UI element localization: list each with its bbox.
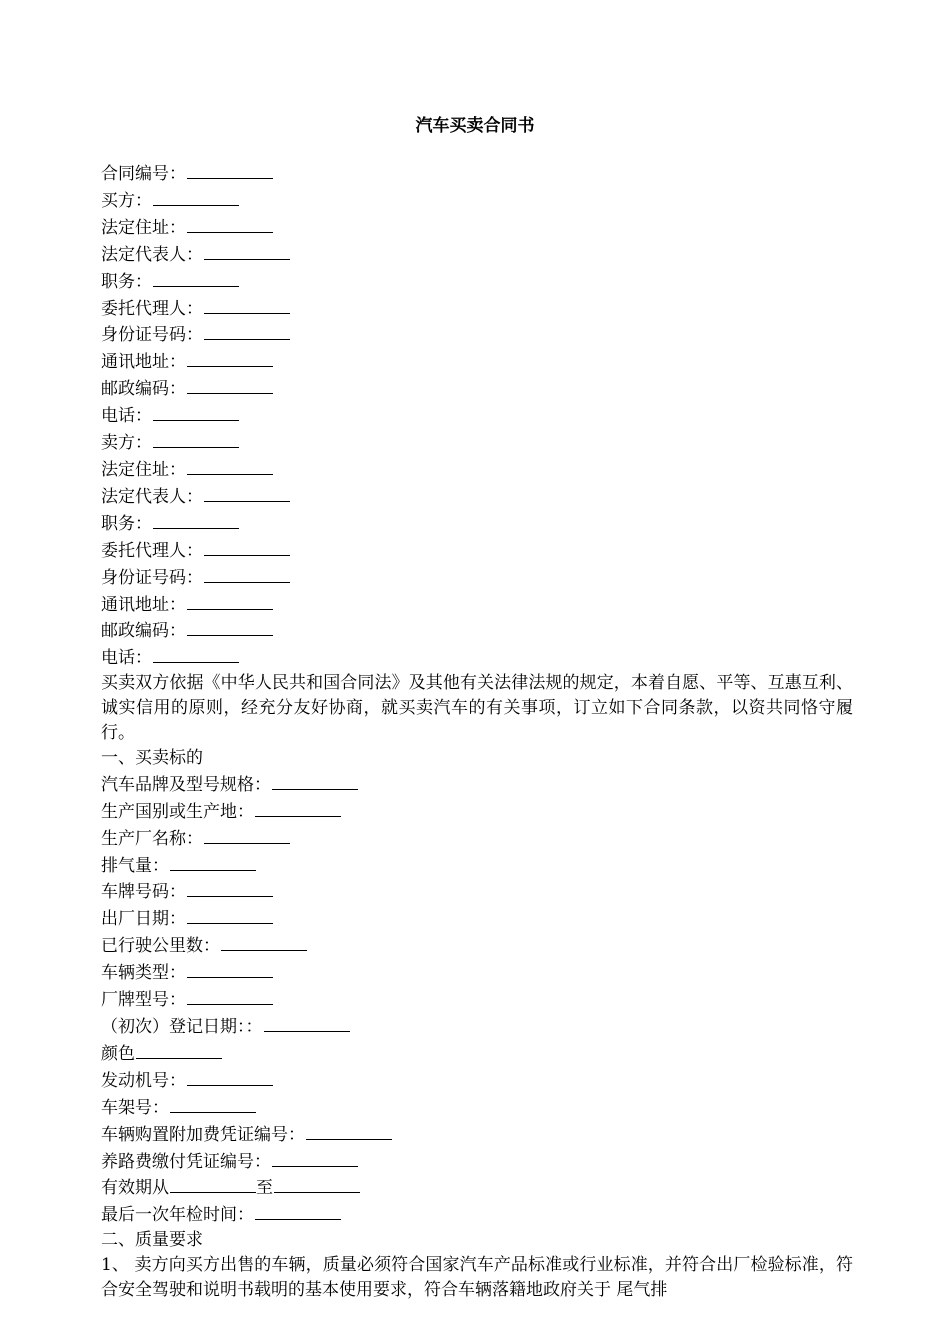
fill-blank[interactable] bbox=[204, 295, 290, 314]
field-label: 颜色 bbox=[101, 1043, 135, 1064]
fill-blank[interactable] bbox=[274, 1174, 360, 1193]
fill-blank[interactable] bbox=[204, 241, 290, 260]
fill-blank[interactable] bbox=[255, 1201, 341, 1220]
field-row bbox=[101, 798, 853, 825]
field-label: 已行驶公里数： bbox=[101, 936, 220, 957]
field-row bbox=[101, 348, 853, 375]
field-row bbox=[101, 160, 853, 187]
validity-middle: 至 bbox=[256, 1178, 273, 1199]
fill-blank[interactable] bbox=[187, 375, 273, 394]
fill-blank[interactable] bbox=[187, 617, 273, 636]
fill-blank[interactable] bbox=[187, 348, 273, 367]
field-row bbox=[101, 510, 853, 537]
field-label: 邮政编码： bbox=[101, 379, 186, 400]
field-label: 车辆类型： bbox=[101, 963, 186, 984]
field-label: 法定住址： bbox=[101, 459, 186, 480]
field-label: 合同编号： bbox=[101, 164, 186, 184]
field-label: 邮政编码： bbox=[101, 621, 186, 642]
field-row bbox=[101, 537, 853, 564]
quality-item-1: 1、 卖方向买方出售的车辆，质量必须符合国家汽车产品标准或行业标准，并符合出厂检验标准，符合安全驾驶和说明书载明的基本使用要求，符合车辆落籍地政府关于 尾气排 bbox=[101, 1255, 853, 1301]
section-heading: 二、质量要求 bbox=[101, 1230, 203, 1251]
fill-blank[interactable] bbox=[153, 268, 239, 287]
fill-blank[interactable] bbox=[187, 1067, 273, 1086]
fill-blank[interactable] bbox=[170, 852, 256, 871]
field-row bbox=[101, 905, 853, 932]
fill-blank[interactable] bbox=[187, 591, 273, 610]
field-row bbox=[101, 771, 853, 798]
fill-blank[interactable] bbox=[153, 187, 239, 206]
field-label: 生产厂名称： bbox=[101, 828, 203, 849]
field-label: 排气量： bbox=[101, 855, 169, 876]
field-row bbox=[101, 986, 853, 1013]
field-label: 生产国别或生产地： bbox=[101, 801, 254, 822]
field-row bbox=[101, 295, 853, 322]
field-label: 最后一次年检时间： bbox=[101, 1205, 254, 1226]
field-row bbox=[101, 852, 853, 879]
fill-blank[interactable] bbox=[264, 1013, 350, 1032]
field-label: 养路费缴付凭证编号： bbox=[101, 1151, 271, 1172]
fill-blank[interactable] bbox=[153, 644, 239, 663]
document-title: 汽车买卖合同书 bbox=[415, 116, 535, 136]
fill-blank[interactable] bbox=[221, 932, 307, 951]
field-label: 委托代理人： bbox=[101, 540, 203, 561]
field-row bbox=[101, 644, 853, 671]
field-row bbox=[101, 617, 853, 644]
fill-blank[interactable] bbox=[170, 1094, 256, 1113]
field-row bbox=[101, 375, 853, 402]
fill-blank[interactable] bbox=[255, 798, 341, 817]
field-row bbox=[101, 483, 853, 510]
field-label: 通讯地址： bbox=[101, 352, 186, 373]
field-row bbox=[101, 591, 853, 618]
field-label: 出厂日期： bbox=[101, 909, 186, 930]
field-row bbox=[101, 187, 853, 214]
fill-blank[interactable] bbox=[306, 1121, 392, 1140]
field-row bbox=[101, 825, 853, 852]
field-row bbox=[101, 1148, 853, 1175]
field-label: 发动机号： bbox=[101, 1070, 186, 1091]
fill-blank[interactable] bbox=[204, 825, 290, 844]
field-label: 卖方： bbox=[101, 433, 152, 454]
field-row bbox=[101, 1013, 853, 1040]
fill-blank[interactable] bbox=[153, 510, 239, 529]
field-label: 身份证号码： bbox=[101, 567, 203, 588]
field-label: 汽车品牌及型号规格： bbox=[101, 774, 271, 795]
validity-row bbox=[101, 1174, 853, 1201]
field-label: 职务： bbox=[101, 271, 152, 292]
field-label: 法定代表人： bbox=[101, 486, 203, 507]
field-label: 法定住址： bbox=[101, 217, 186, 238]
field-label: 车架号： bbox=[101, 1097, 169, 1118]
fill-blank[interactable] bbox=[272, 771, 358, 790]
field-row bbox=[101, 1094, 853, 1121]
validity-prefix: 有效期从 bbox=[101, 1178, 169, 1199]
field-row bbox=[101, 214, 853, 241]
field-row bbox=[101, 268, 853, 295]
field-row bbox=[101, 1067, 853, 1094]
field-row bbox=[101, 1040, 853, 1067]
fill-blank[interactable] bbox=[136, 1040, 222, 1059]
field-row bbox=[101, 241, 853, 268]
field-row bbox=[101, 321, 853, 348]
fill-blank[interactable] bbox=[204, 564, 290, 583]
fill-blank[interactable] bbox=[204, 483, 290, 502]
field-label: 电话： bbox=[101, 648, 152, 669]
field-row bbox=[101, 429, 853, 456]
field-row bbox=[101, 959, 853, 986]
contract-body bbox=[101, 160, 853, 1303]
field-label: 通讯地址： bbox=[101, 594, 186, 615]
fill-blank[interactable] bbox=[170, 1174, 256, 1193]
fill-blank[interactable] bbox=[204, 537, 290, 556]
fill-blank[interactable] bbox=[153, 402, 239, 421]
field-row bbox=[101, 456, 853, 483]
fill-blank[interactable] bbox=[187, 456, 273, 475]
field-label: 厂牌型号： bbox=[101, 990, 186, 1011]
fill-blank[interactable] bbox=[187, 986, 273, 1005]
section-heading: 一、买卖标的 bbox=[101, 747, 203, 768]
fill-blank[interactable] bbox=[187, 878, 273, 897]
fill-blank[interactable] bbox=[272, 1148, 358, 1167]
field-label: 车辆购置附加费凭证编号： bbox=[101, 1124, 305, 1145]
fill-blank[interactable] bbox=[153, 429, 239, 448]
field-label: （初次）登记日期：： bbox=[101, 1017, 263, 1037]
field-row bbox=[101, 402, 853, 429]
field-label: 法定代表人： bbox=[101, 244, 203, 265]
field-label: 身份证号码： bbox=[101, 325, 203, 346]
field-row bbox=[101, 932, 853, 959]
field-label: 电话： bbox=[101, 406, 152, 427]
field-label: 车牌号码： bbox=[101, 882, 186, 903]
fill-blank[interactable] bbox=[187, 959, 273, 978]
fill-blank[interactable] bbox=[187, 214, 273, 233]
field-row bbox=[101, 1201, 853, 1228]
field-label: 买方： bbox=[101, 190, 152, 211]
fill-blank[interactable] bbox=[204, 321, 290, 340]
fill-blank[interactable] bbox=[187, 160, 273, 179]
field-row bbox=[101, 1121, 853, 1148]
field-label: 委托代理人： bbox=[101, 298, 203, 319]
intro-paragraph: 买卖双方依据《中华人民共和国合同法》及其他有关法律法规的规定，本着自愿、平等、互惠互利、诚实信用的原则，经充分友好协商，就买卖汽车的有关事项，订立如下合同条款，以资共同恪守履行。 bbox=[101, 673, 853, 744]
field-label: 职务： bbox=[101, 513, 152, 534]
field-row bbox=[101, 878, 853, 905]
field-row bbox=[101, 564, 853, 591]
fill-blank[interactable] bbox=[187, 905, 273, 924]
